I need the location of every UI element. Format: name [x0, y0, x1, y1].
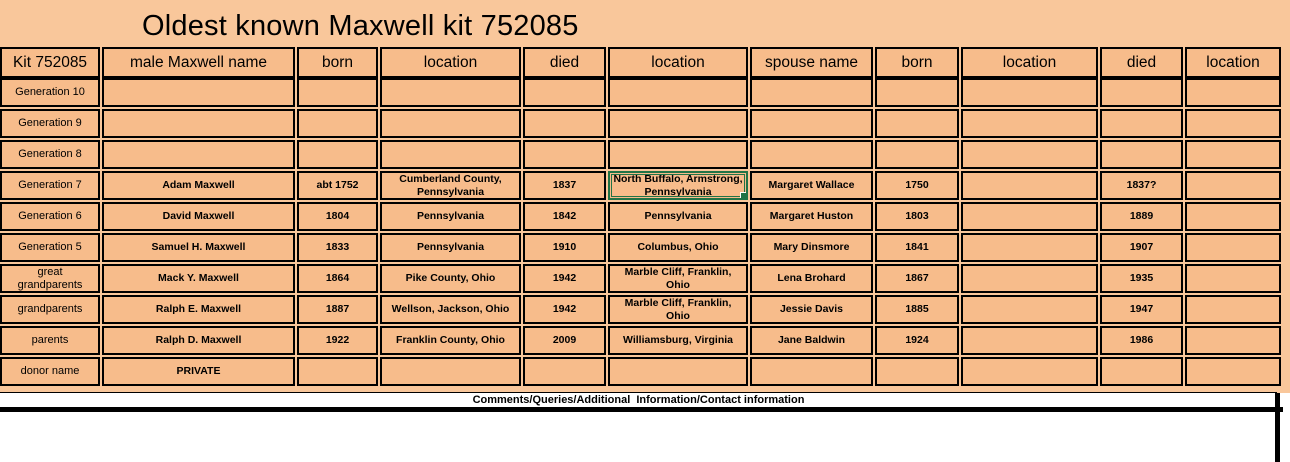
data-cell[interactable] — [1185, 202, 1281, 231]
data-cell[interactable] — [1100, 357, 1183, 386]
data-cell[interactable]: 1907 — [1100, 233, 1183, 262]
data-cell[interactable] — [608, 109, 748, 138]
data-cell[interactable]: Jane Baldwin — [750, 326, 873, 355]
data-cell[interactable]: Ralph D. Maxwell — [102, 326, 295, 355]
data-cell[interactable]: 1887 — [297, 295, 378, 324]
data-cell[interactable] — [297, 357, 378, 386]
data-cell[interactable]: David Maxwell — [102, 202, 295, 231]
data-cell[interactable] — [1185, 140, 1281, 169]
data-cell[interactable]: abt 1752 — [297, 171, 378, 200]
data-cell[interactable]: 1750 — [875, 171, 959, 200]
data-cell[interactable]: Williamsburg, Virginia — [608, 326, 748, 355]
data-cell[interactable] — [1185, 233, 1281, 262]
data-cell[interactable]: 1986 — [1100, 326, 1183, 355]
data-cell[interactable] — [1100, 140, 1183, 169]
data-cell[interactable]: Pennsylvania — [380, 233, 521, 262]
data-cell[interactable]: 1889 — [1100, 202, 1183, 231]
data-cell[interactable]: 1804 — [297, 202, 378, 231]
comments-area-right-border — [1275, 393, 1280, 462]
data-cell[interactable] — [608, 78, 748, 107]
row-label-cell[interactable]: parents — [0, 326, 100, 355]
data-cell[interactable] — [102, 109, 295, 138]
data-cell[interactable] — [750, 140, 873, 169]
row-label-cell[interactable]: donor name — [0, 357, 100, 386]
selected-cell[interactable]: North Buffalo, Armstrong, Pennsylvania — [608, 171, 748, 200]
data-cell[interactable] — [961, 264, 1098, 293]
data-cell[interactable] — [875, 78, 959, 107]
data-cell[interactable]: Pennsylvania — [608, 202, 748, 231]
data-cell[interactable] — [523, 357, 606, 386]
column-header-cell[interactable]: born — [297, 47, 378, 78]
data-cell[interactable]: 1922 — [297, 326, 378, 355]
spreadsheet-title: Oldest known Maxwell kit 752085 — [142, 10, 579, 42]
data-cell[interactable]: 1924 — [875, 326, 959, 355]
data-cell[interactable] — [608, 140, 748, 169]
data-cell[interactable]: 1837? — [1100, 171, 1183, 200]
data-cell[interactable]: Mary Dinsmore — [750, 233, 873, 262]
row-label-cell[interactable]: grandparents — [0, 295, 100, 324]
data-cell[interactable]: Adam Maxwell — [102, 171, 295, 200]
data-cell[interactable] — [297, 140, 378, 169]
fill-handle[interactable] — [740, 192, 747, 199]
data-cell[interactable] — [1185, 109, 1281, 138]
column-header-cell[interactable]: spouse name — [750, 47, 873, 78]
data-cell[interactable] — [961, 109, 1098, 138]
data-cell[interactable]: Samuel H. Maxwell — [102, 233, 295, 262]
data-cell[interactable] — [523, 109, 606, 138]
row-label-cell[interactable]: Generation 5 — [0, 233, 100, 262]
data-cell[interactable]: Pike County, Ohio — [380, 264, 521, 293]
row-label-cell[interactable]: Generation 10 — [0, 78, 100, 107]
data-cell[interactable] — [1185, 295, 1281, 324]
data-cell[interactable] — [1185, 78, 1281, 107]
data-cell[interactable]: Marble Cliff, Franklin, Ohio — [608, 295, 748, 324]
data-cell[interactable]: Wellson, Jackson, Ohio — [380, 295, 521, 324]
data-cell[interactable]: 1842 — [523, 202, 606, 231]
data-cell[interactable] — [961, 326, 1098, 355]
data-cell[interactable] — [750, 357, 873, 386]
data-cell[interactable]: Marble Cliff, Franklin, Ohio — [608, 264, 748, 293]
data-cell[interactable]: Margaret Huston — [750, 202, 873, 231]
data-cell[interactable]: 1885 — [875, 295, 959, 324]
data-cell[interactable]: 1833 — [297, 233, 378, 262]
comments-header-bottom-border — [0, 407, 1283, 412]
data-cell[interactable]: Ralph E. Maxwell — [102, 295, 295, 324]
data-cell[interactable] — [750, 78, 873, 107]
data-cell[interactable] — [297, 109, 378, 138]
data-cell[interactable] — [875, 140, 959, 169]
row-label-cell[interactable]: Generation 7 — [0, 171, 100, 200]
data-cell[interactable]: Cumberland County, Pennsylvania — [380, 171, 521, 200]
data-cell[interactable]: Franklin County, Ohio — [380, 326, 521, 355]
data-cell[interactable]: 1837 — [523, 171, 606, 200]
row-label-cell[interactable]: great grandparents — [0, 264, 100, 293]
data-cell[interactable] — [297, 78, 378, 107]
data-cell[interactable]: 1841 — [875, 233, 959, 262]
data-cell[interactable] — [523, 78, 606, 107]
data-cell[interactable] — [608, 357, 748, 386]
data-cell[interactable]: Pennsylvania — [380, 202, 521, 231]
data-cell[interactable] — [961, 78, 1098, 107]
data-cell[interactable] — [523, 140, 606, 169]
data-cell[interactable]: Columbus, Ohio — [608, 233, 748, 262]
column-header-cell[interactable]: male Maxwell name — [102, 47, 295, 78]
data-cell[interactable] — [1185, 264, 1281, 293]
data-cell[interactable]: Margaret Wallace — [750, 171, 873, 200]
data-cell[interactable]: 1803 — [875, 202, 959, 231]
data-cell[interactable]: 1935 — [1100, 264, 1183, 293]
comments-body-area[interactable] — [0, 412, 1290, 462]
data-cell[interactable]: Jessie Davis — [750, 295, 873, 324]
column-header-cell[interactable]: Kit 752085 — [0, 47, 100, 78]
row-label-cell[interactable]: Generation 6 — [0, 202, 100, 231]
data-cell[interactable] — [1100, 109, 1183, 138]
data-cell[interactable]: Lena Brohard — [750, 264, 873, 293]
data-cell[interactable]: 1864 — [297, 264, 378, 293]
column-header-cell[interactable]: died — [1100, 47, 1183, 78]
genealogy-table — [0, 47, 1281, 386]
column-header-cell[interactable]: location — [1185, 47, 1281, 78]
data-cell[interactable]: 1942 — [523, 264, 606, 293]
data-cell[interactable]: 1910 — [523, 233, 606, 262]
data-cell[interactable]: PRIVATE — [102, 357, 295, 386]
column-header-cell[interactable]: born — [875, 47, 959, 78]
column-header-cell[interactable]: died — [523, 47, 606, 78]
data-cell[interactable] — [1100, 78, 1183, 107]
data-cell[interactable] — [961, 171, 1098, 200]
data-cell[interactable]: 1942 — [523, 295, 606, 324]
data-cell[interactable] — [1185, 357, 1281, 386]
row-label-cell[interactable]: Generation 8 — [0, 140, 100, 169]
column-header-cell[interactable]: location — [380, 47, 521, 78]
data-cell[interactable] — [102, 140, 295, 169]
comments-header-cell[interactable]: Comments/Queries/Additional Information/Contact information — [0, 392, 1277, 407]
column-header-cell[interactable]: location — [961, 47, 1098, 78]
data-cell[interactable] — [961, 233, 1098, 262]
data-cell[interactable] — [380, 78, 521, 107]
data-cell[interactable] — [961, 202, 1098, 231]
column-header-cell[interactable]: location — [608, 47, 748, 78]
data-cell[interactable]: 1867 — [875, 264, 959, 293]
row-label-cell[interactable]: Generation 9 — [0, 109, 100, 138]
data-cell[interactable] — [1185, 326, 1281, 355]
data-cell[interactable] — [1185, 171, 1281, 200]
data-cell[interactable] — [875, 109, 959, 138]
data-cell[interactable] — [102, 78, 295, 107]
data-cell[interactable] — [750, 109, 873, 138]
data-cell[interactable] — [961, 357, 1098, 386]
data-cell[interactable]: 2009 — [523, 326, 606, 355]
data-cell[interactable] — [380, 140, 521, 169]
data-cell[interactable]: 1947 — [1100, 295, 1183, 324]
data-cell[interactable] — [961, 295, 1098, 324]
data-cell[interactable] — [961, 140, 1098, 169]
data-cell[interactable]: Mack Y. Maxwell — [102, 264, 295, 293]
data-cell[interactable] — [380, 109, 521, 138]
data-cell[interactable] — [875, 357, 959, 386]
data-cell[interactable] — [380, 357, 521, 386]
